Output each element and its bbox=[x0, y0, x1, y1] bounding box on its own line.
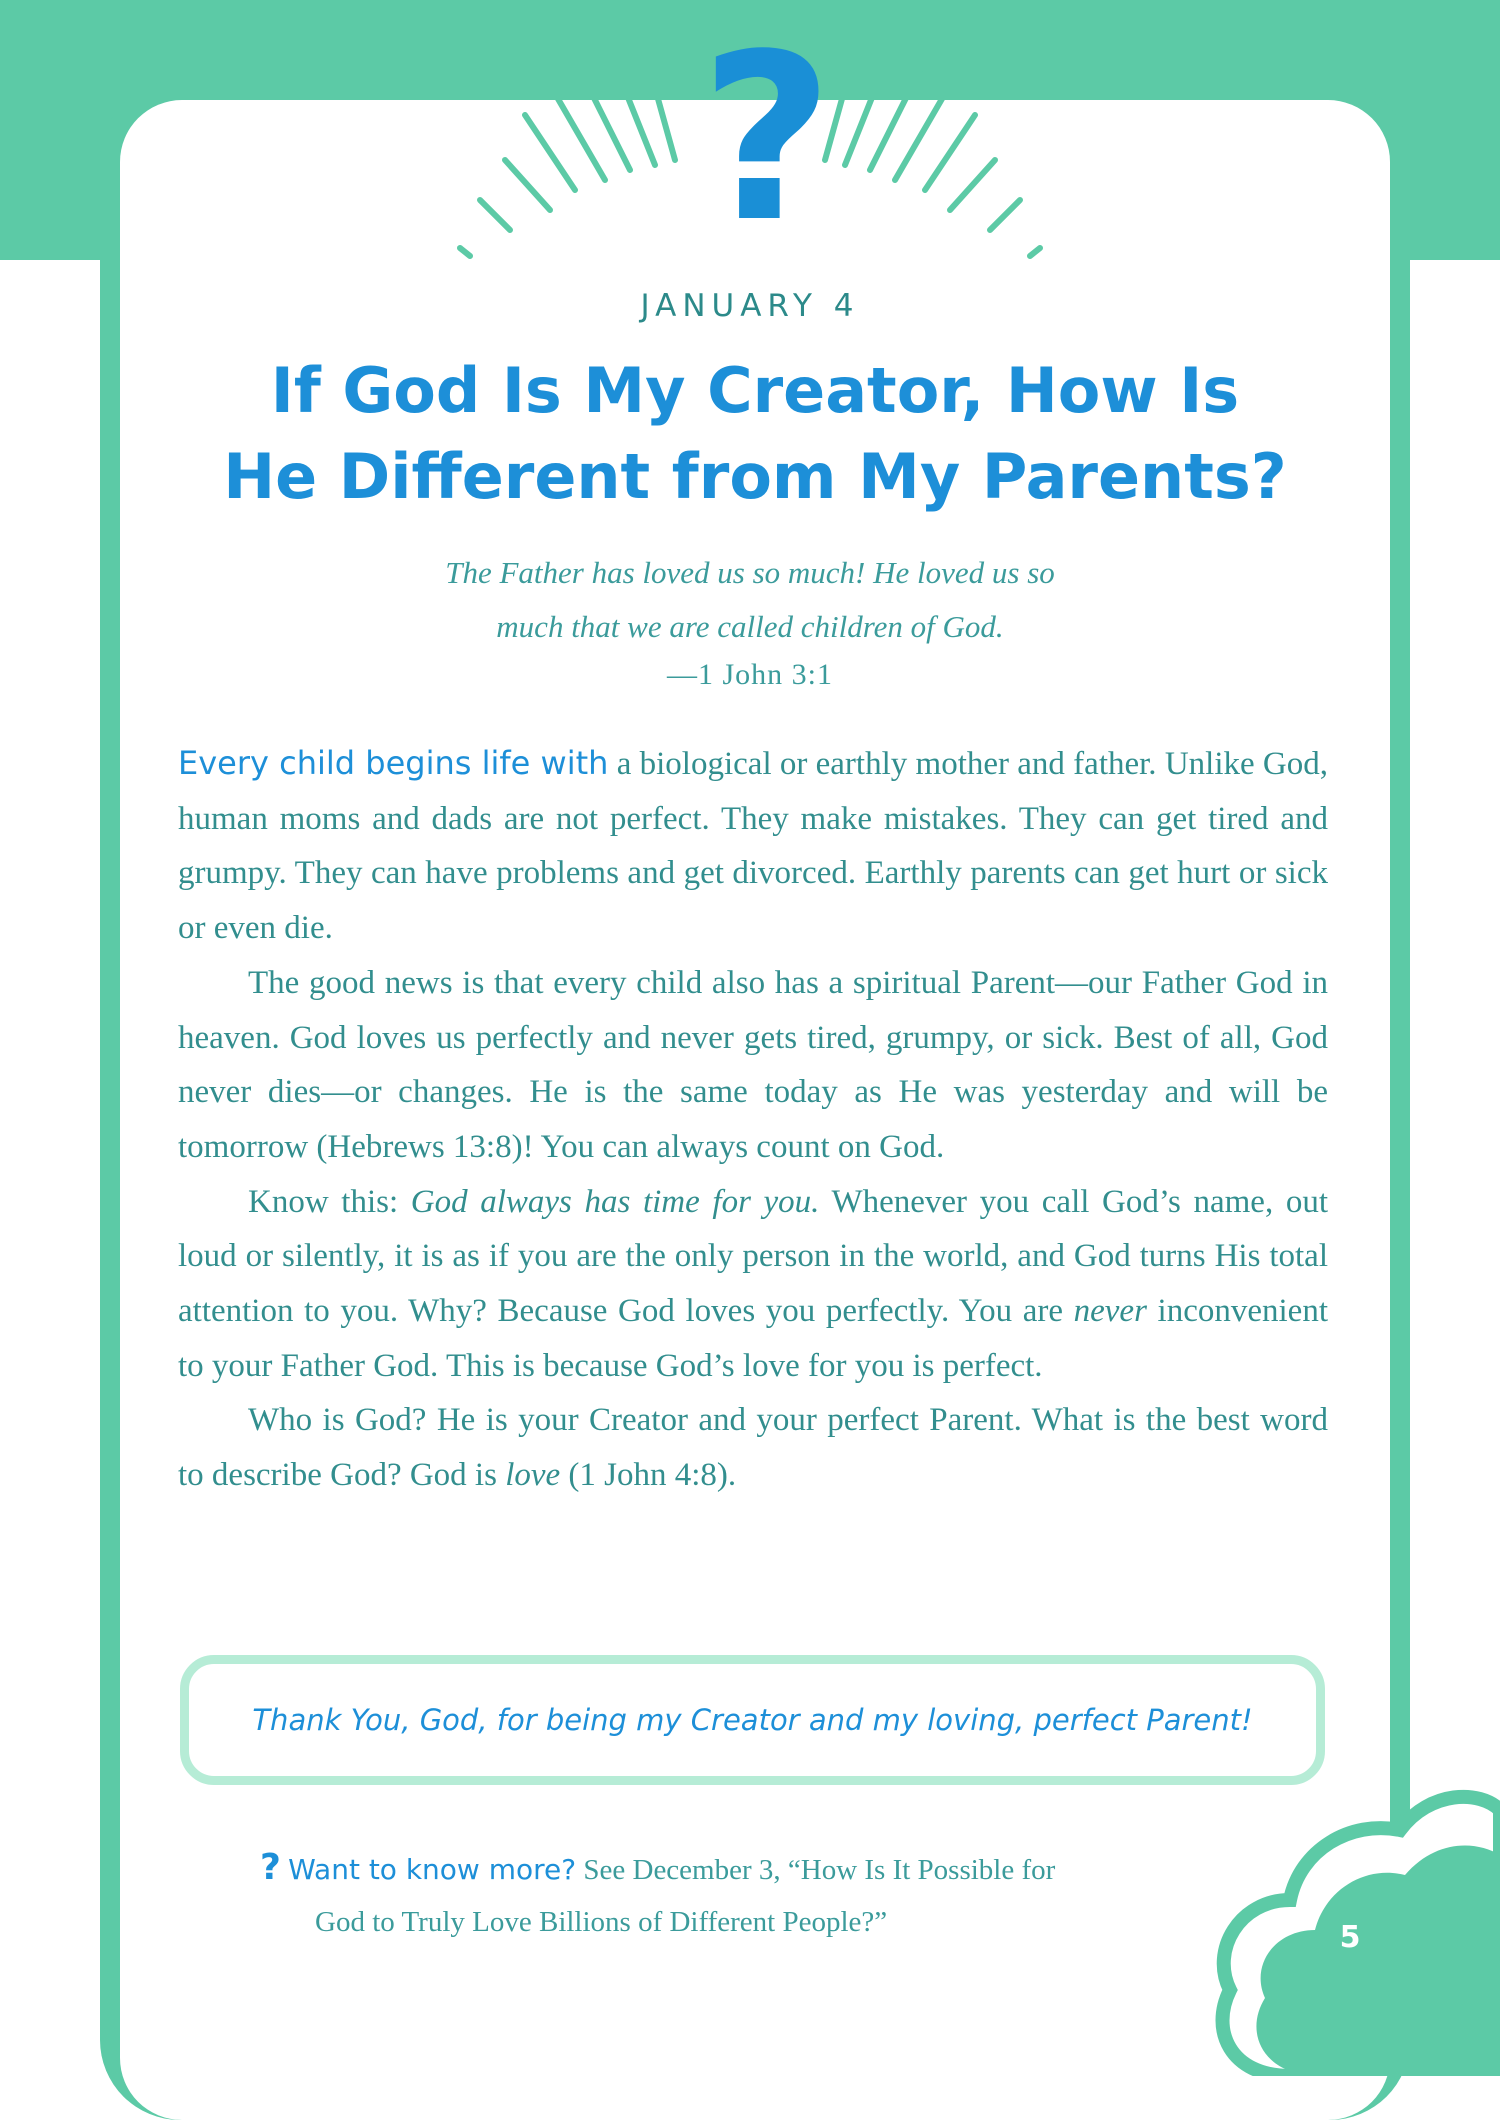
page-title bbox=[150, 348, 1360, 520]
paragraph-text: The good news is that every child also has a spiritual Parent—our Father God in heaven. God loves us perfectly and never gets tired, grumpy, or sick. Best of all, God never dies—or changes. He is the same today as He was yesterday and will be tomorrow (Hebrews 13:8)! You can always count on God. bbox=[178, 964, 1328, 1165]
more-lead: Want to know more? bbox=[288, 1853, 577, 1886]
emphasis-text: love bbox=[505, 1457, 561, 1494]
paragraph-text: inconvenient to your Father God. This is because God’s love for you is perfect. bbox=[178, 1293, 1328, 1384]
question-mark-icon: ? bbox=[700, 6, 834, 273]
date-heading: JANUARY 4 bbox=[640, 288, 860, 324]
title-line-1: If God Is My Creator, How Is bbox=[270, 354, 1240, 427]
verse-line-1: The Father has loved us so much! He loved us so bbox=[445, 555, 1055, 590]
body-text bbox=[178, 736, 1328, 1503]
emphasis-text: never bbox=[1073, 1293, 1147, 1330]
paragraph-4 bbox=[178, 1393, 1328, 1502]
paragraph-text: a biological or earthly mother and father. Unlike God, human moms and dads are not perfect. They make mistakes. They can get tired and grumpy. They can have problems and get divorced. Earthly parents can get hurt or sick or even die. bbox=[178, 746, 1328, 947]
page-number: 5 bbox=[1339, 1920, 1361, 1955]
prayer-text: Thank You, God, for being my Creator and my loving, perfect Parent! bbox=[252, 1703, 1253, 1737]
paragraph-text: Whenever you call God’s name, out loud or silently, it is as if you are the only person in the world, and God turns His total attention to you. Why? Because God loves you perfectly. You are bbox=[178, 1183, 1328, 1330]
scripture-verse bbox=[300, 546, 1200, 654]
more-line-2: God to Truly Love Billions of Different People?” bbox=[315, 1906, 888, 1938]
prayer-box bbox=[180, 1655, 1325, 1785]
verse-reference: —1 John 3:1 bbox=[666, 658, 833, 691]
paragraph-1 bbox=[178, 736, 1328, 956]
want-to-know-more bbox=[260, 1842, 1260, 1948]
paragraph-text: Know this: bbox=[248, 1183, 411, 1220]
question-mark-small-icon: ? bbox=[260, 1847, 281, 1888]
more-line-1: See December 3, “How Is It Possible for bbox=[576, 1854, 1056, 1886]
emphasis-text: God always has time for you. bbox=[410, 1183, 820, 1220]
paragraph-2 bbox=[178, 956, 1328, 1175]
verse-line-2: much that we are called children of God. bbox=[496, 609, 1004, 644]
paragraph-text: (1 John 4:8). bbox=[560, 1457, 737, 1494]
paragraph-3 bbox=[178, 1175, 1328, 1394]
title-line-2: He Different from My Parents? bbox=[223, 440, 1287, 513]
paragraph-lead: Every child begins life with bbox=[178, 744, 609, 782]
paragraph-text: Who is God? He is your Creator and your perfect Parent. What is the best word to describe God? God is bbox=[178, 1402, 1328, 1494]
